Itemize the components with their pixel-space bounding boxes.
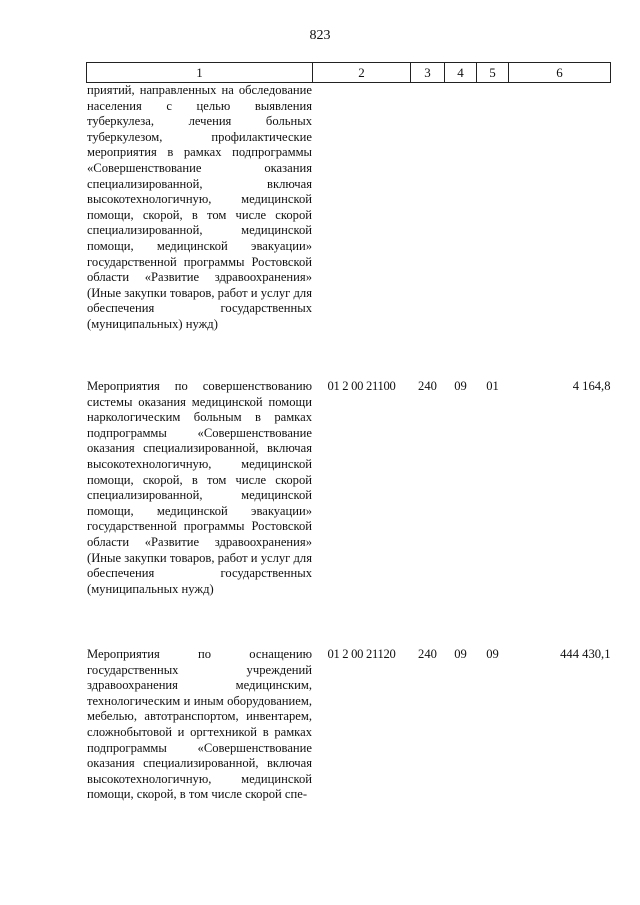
row-description: приятий, направленных на обследование населения с целью выявления туберкулеза, лечения больных туберкулезом, профилактические мероприятия в рамках подпрограммы «Совершенствование оказания специализированной, включая высокотехнологичную, медицинской помощи, скорой, в том числе скорой специализированной, медицинской помощи, медицинской эвакуации» государственной программы Ростовской области «Развитие здравоохранения» (Иные закупки товаров, работ и услуг для обеспечения государственных (муниципальных) нужд)	[87, 83, 312, 331]
row-col5: 09	[486, 647, 499, 661]
row-amount	[509, 83, 611, 374]
page-number: 823	[309, 28, 331, 43]
table-row	[87, 83, 611, 374]
row-description: Мероприятия по оснащению государственных учреждений здравоохранения медицинским, технологическим и иным оборудованием, мебелью, автотранспортом, инвентарем, сложнобытовой и оргтехникой в рамках подпрограммы «Совершенствование оказания специализированной, включая высокотехнологичную, медицинской помощи, скорой, в том числе скорой спе-	[87, 647, 312, 802]
row-code: 01 2 00 21120	[327, 647, 396, 661]
row-description: Мероприятия по совершенствованию системы оказания медицинской помощи наркологическим больным в рамках подпрограммы «Совершенствование оказания специализированной, включая высокотехнологичную, медицинской помощи, скорой, в том числе скорой специализированной, медицинской помощи, медицинской эвакуации» государственной программы Ростовской области «Развитие здравоохранения» (Иные закупки товаров, работ и услуг для обеспечения государственных (муниципальных нужд)	[87, 379, 312, 596]
table-row	[87, 373, 611, 641]
header-col-3: 3	[411, 63, 445, 83]
header-col-4: 4	[445, 63, 477, 83]
row-col4: 09	[454, 379, 467, 393]
table-row	[87, 641, 611, 803]
row-col5: 01	[486, 379, 499, 393]
row-col3: 240	[418, 379, 437, 393]
header-col-5: 5	[477, 63, 509, 83]
header-col-2: 2	[313, 63, 411, 83]
row-code	[313, 83, 411, 374]
row-amount: 444 430,1	[560, 647, 611, 661]
header-col-6: 6	[509, 63, 611, 83]
row-code: 01 2 00 21100	[327, 379, 396, 393]
row-col3: 240	[418, 647, 437, 661]
table-header-row	[87, 63, 611, 83]
row-col4	[445, 83, 477, 374]
budget-table	[86, 62, 611, 803]
header-col-1: 1	[87, 63, 313, 83]
row-col4: 09	[454, 647, 467, 661]
row-amount: 4 164,8	[572, 379, 611, 393]
row-col3	[411, 83, 445, 374]
row-col5	[477, 83, 509, 374]
